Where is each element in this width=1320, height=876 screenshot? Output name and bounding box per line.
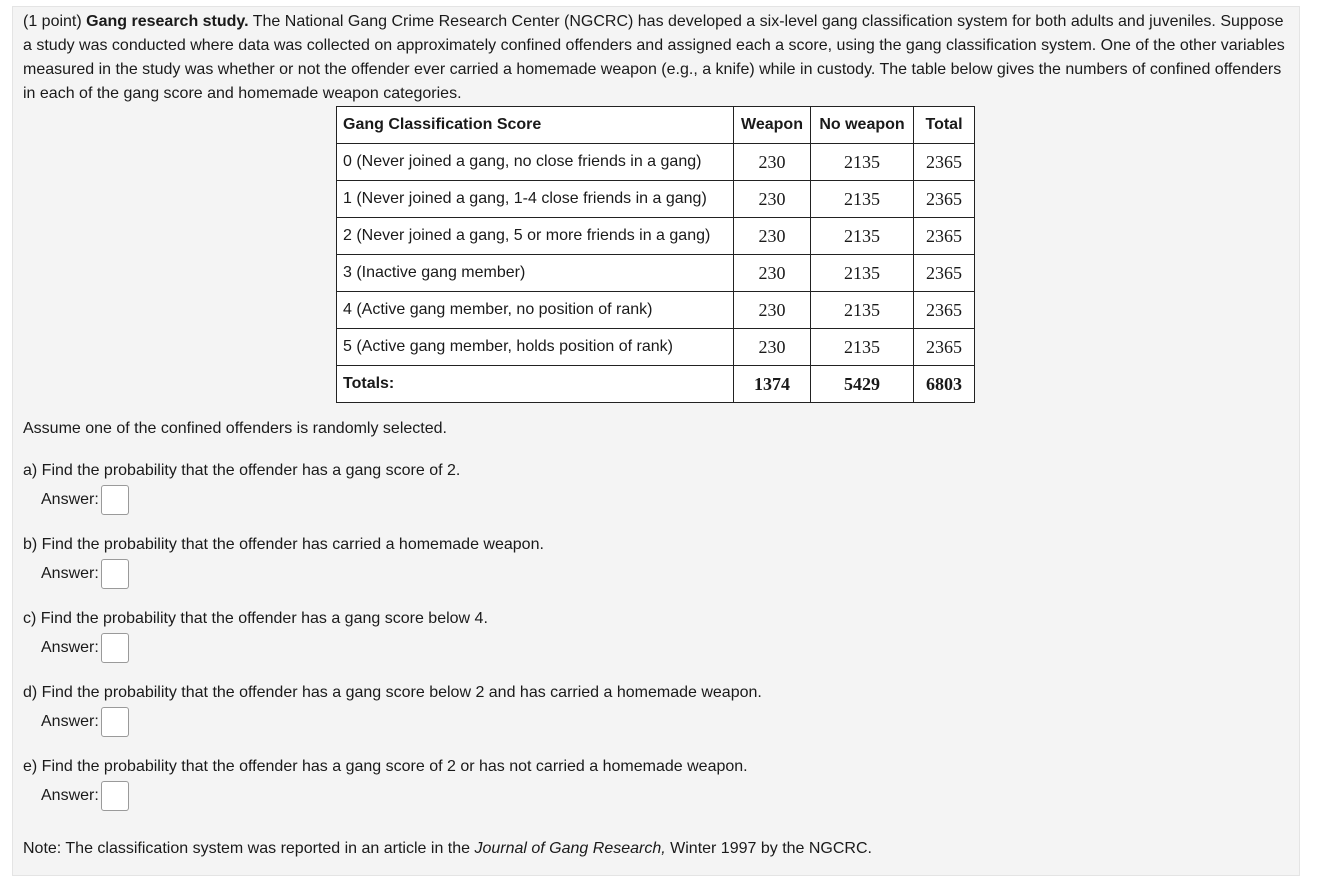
answer-input-a[interactable] xyxy=(101,485,129,515)
row-weapon: 230 xyxy=(734,181,811,218)
problem-description: The National Gang Crime Research Center (NGCRC) has developed a six-level gang classification system for both adults and juveniles. Suppose a study was conducted where data was collected on approximately confined offenders and assigned each a score, using the gang classification system. One of the other variables measured in the study was whether or not the offender ever carried a homemade weapon (e.g., a knife) while in custody. The table below gives the numbers of confined offenders in each of the gang score and homemade weapon categories. xyxy=(23,13,1285,102)
header-no-weapon: No weapon xyxy=(811,107,914,144)
answer-input-c[interactable] xyxy=(101,633,129,663)
table-row xyxy=(337,255,975,292)
problem-title: Gang research study. xyxy=(86,13,249,30)
answer-label: Answer: xyxy=(41,787,99,804)
row-weapon: 230 xyxy=(734,329,811,366)
header-score: Gang Classification Score xyxy=(337,107,734,144)
row-no-weapon: 2135 xyxy=(811,144,914,181)
row-label: 0 (Never joined a gang, no close friends in a gang) xyxy=(337,144,734,181)
problem-intro xyxy=(23,10,1288,106)
answer-row-b xyxy=(41,559,129,589)
totals-label: Totals: xyxy=(337,366,734,403)
gang-table xyxy=(336,106,975,403)
table-header-row xyxy=(337,107,975,144)
source-note xyxy=(23,840,872,858)
question-c: c) Find the probability that the offender has a gang score below 4. xyxy=(23,610,488,627)
table-row xyxy=(337,218,975,255)
row-no-weapon: 2135 xyxy=(811,218,914,255)
question-d: d) Find the probability that the offender has a gang score below 2 and has carried a homemade weapon. xyxy=(23,684,762,701)
table-row xyxy=(337,329,975,366)
row-no-weapon: 2135 xyxy=(811,292,914,329)
row-no-weapon: 2135 xyxy=(811,329,914,366)
row-weapon: 230 xyxy=(734,255,811,292)
totals-weapon: 1374 xyxy=(734,366,811,403)
points-label: (1 point) xyxy=(23,13,82,30)
row-weapon: 230 xyxy=(734,218,811,255)
row-total: 2365 xyxy=(914,181,975,218)
row-label: 1 (Never joined a gang, 1-4 close friends in a gang) xyxy=(337,181,734,218)
totals-total: 6803 xyxy=(914,366,975,403)
answer-label: Answer: xyxy=(41,639,99,656)
totals-no-weapon: 5429 xyxy=(811,366,914,403)
answer-label: Answer: xyxy=(41,713,99,730)
table-row xyxy=(337,292,975,329)
row-label: 2 (Never joined a gang, 5 or more friends in a gang) xyxy=(337,218,734,255)
row-total: 2365 xyxy=(914,218,975,255)
assume-text: Assume one of the confined offenders is randomly selected. xyxy=(23,420,447,437)
totals-row xyxy=(337,366,975,403)
question-a: a) Find the probability that the offender has a gang score of 2. xyxy=(23,462,461,479)
row-total: 2365 xyxy=(914,255,975,292)
row-weapon: 230 xyxy=(734,144,811,181)
row-weapon: 230 xyxy=(734,292,811,329)
answer-row-c xyxy=(41,633,129,663)
row-total: 2365 xyxy=(914,144,975,181)
row-total: 2365 xyxy=(914,292,975,329)
question-b: b) Find the probability that the offender has carried a homemade weapon. xyxy=(23,536,544,553)
note-suffix: Winter 1997 by the NGCRC. xyxy=(665,840,872,857)
note-prefix: Note: The classification system was reported in an article in the xyxy=(23,840,475,857)
answer-row-d xyxy=(41,707,129,737)
answer-input-d[interactable] xyxy=(101,707,129,737)
row-label: 4 (Active gang member, no position of rank) xyxy=(337,292,734,329)
answer-row-e xyxy=(41,781,129,811)
table-row xyxy=(337,144,975,181)
row-no-weapon: 2135 xyxy=(811,181,914,218)
row-label: 5 (Active gang member, holds position of rank) xyxy=(337,329,734,366)
answer-row-a xyxy=(41,485,129,515)
row-label: 3 (Inactive gang member) xyxy=(337,255,734,292)
question-e: e) Find the probability that the offender has a gang score of 2 or has not carried a homemade weapon. xyxy=(23,758,748,775)
row-no-weapon: 2135 xyxy=(811,255,914,292)
answer-input-b[interactable] xyxy=(101,559,129,589)
answer-input-e[interactable] xyxy=(101,781,129,811)
header-total: Total xyxy=(914,107,975,144)
answer-label: Answer: xyxy=(41,491,99,508)
table-row xyxy=(337,181,975,218)
journal-title: Journal of Gang Research, xyxy=(474,840,666,857)
header-weapon: Weapon xyxy=(734,107,811,144)
row-total: 2365 xyxy=(914,329,975,366)
answer-label: Answer: xyxy=(41,565,99,582)
